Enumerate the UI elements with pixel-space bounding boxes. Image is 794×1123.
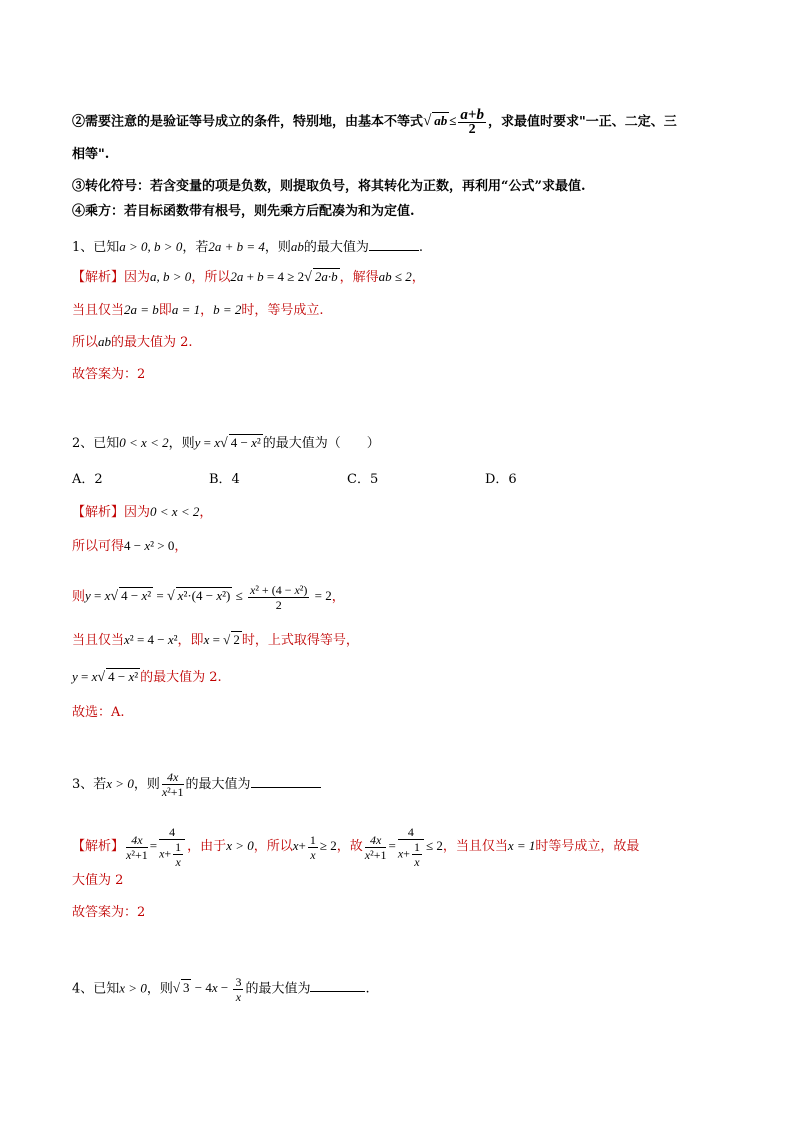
q1-sol-text: 因为 (124, 270, 151, 285)
q3-sol-eq2: $\frac{4x}{\text{x²+1}}$ = 4 x+ $\frac{1}{x}$ ≤ 2 (364, 825, 443, 869)
q1-solution-3 (72, 333, 193, 352)
q2-stem (72, 434, 380, 453)
q1-sol-cond: a, b > 0 (150, 269, 192, 284)
q1-sol3-text: 所以 (72, 335, 99, 350)
q1-stem-text-2: ，若 (182, 240, 209, 255)
q4-condition: x > 0 (119, 980, 147, 996)
note-2-line (72, 108, 677, 137)
q2-function: y = x√ 4 − x² (194, 435, 261, 451)
option-c[interactable]: C．5 (347, 472, 379, 487)
q2-sol4-text: 当且仅当 (72, 633, 125, 648)
q2-solution-3 (72, 583, 345, 612)
q2-solution-1 (72, 503, 212, 522)
q2-sol-text: 因为 (124, 505, 151, 520)
answer-blank[interactable] (251, 775, 321, 788)
q3-stem-text: 3、若 (72, 777, 107, 792)
q1-stem-text: 1、已知 (72, 240, 120, 255)
answer-blank[interactable] (310, 979, 365, 992)
note-2-suffix: ，求最值时要求"一正、二定、三 (487, 114, 677, 130)
q2-sol2-text-2: ， (174, 539, 188, 554)
q1-equation: 2a + b = 4 (208, 239, 265, 254)
q4-stem-text-3: 的最大值为 (245, 981, 311, 997)
note-2-prefix: ②需要注意的是验证等号成立的条件，特别地，由基本不等式 (72, 114, 424, 130)
solution-tag: 【解析】 (72, 838, 125, 854)
q2-sol5-text: 的最大值为 2. (140, 670, 222, 685)
q1-answer: 故答案为：2 (72, 367, 146, 382)
q2-sol4-text-3: 时，上式取得等号， (241, 633, 359, 648)
q1-sol-text-3: ，解得 (339, 270, 379, 285)
q3-sol-text-2: ，所以 (253, 838, 293, 854)
q3-stem (72, 770, 321, 799)
q3-sol-eq1: $\frac{4x}{\text{x²+1}}$ = 4 x+ $\frac{1}{x}$ (124, 838, 187, 853)
q1-solution-1 (72, 268, 425, 287)
q2-sol-text-2: ， (199, 505, 213, 520)
option-d[interactable]: D．6 (485, 472, 517, 487)
q3-sol-text: ，由于 (187, 838, 227, 854)
q2-solution-5 (72, 668, 222, 687)
solution-tag: 【解析】 (72, 270, 125, 285)
q3-sol-text-3: ，故 (336, 838, 363, 854)
q3-sol-text-5: 时等号成立，故最 (535, 838, 640, 854)
q2-stem-text-3: 的最大值为（ ） (262, 436, 380, 451)
q1-sol3-ab: ab (98, 334, 112, 349)
q3-sol-cond: x > 0 (226, 837, 254, 853)
option-a[interactable]: A．2 (72, 472, 103, 487)
q2-sol3-text: 则 (72, 589, 86, 605)
solution-tag: 【解析】 (72, 505, 125, 520)
q2-sol4-eq: x² = 4 − x² (124, 632, 178, 647)
q1-sol-text-4: ， (411, 270, 425, 285)
q3-solution-2: 大值为 2 (72, 873, 124, 888)
q3-answer: 故答案为：2 (72, 905, 146, 920)
q1-sol2-text: 当且仅当 (72, 303, 125, 318)
q1-ab: ab (290, 239, 304, 254)
q2-sol2-eq: 4 − x² > 0 (124, 538, 175, 553)
q1-sol2-a: a = 1 (171, 302, 201, 317)
note-4: ④乘方：若目标函数带有根号，则先乘方后配凑为和为定值. (72, 204, 415, 219)
q2-condition: 0 < x < 2 (119, 435, 169, 450)
q1-sol2-text-4: 时，等号成立. (241, 303, 324, 318)
q1-condition: a > 0, b > 0 (119, 239, 183, 254)
q1-stem (72, 238, 423, 257)
q1-sol2-eq: 2a = b (124, 302, 159, 317)
q3-sol-x: x = 1 (507, 837, 536, 853)
note-2-formula: √ ab ≤ $\frac{a+b}{2}$ (423, 107, 484, 137)
q2-sol4-x: x = √ 2 (203, 632, 240, 647)
q1-stem-text-4: 的最大值为 (303, 240, 369, 255)
q3-function: $\frac{4x}{\text{x²+1}}$ (161, 770, 184, 799)
q3-solution-1 (72, 825, 639, 869)
q2-sol2-text: 所以可得 (72, 539, 125, 554)
note-3: ③转化符号：若含变量的项是负数，则提取负号，将其转化为正数，再利用“公式”求最值. (72, 179, 586, 194)
q1-sol2-b: b = 2 (213, 302, 242, 317)
q2-sol3-text-2: ， (331, 589, 345, 605)
q1-stem-text-3: ，则 (264, 240, 291, 255)
q4-stem-text: 4、已知 (72, 981, 120, 997)
q1-sol3-text-2: 的最大值为 2. (111, 335, 193, 350)
q4-stem (72, 975, 370, 1004)
q1-sol2-text-2: 即 (158, 303, 172, 318)
q2-sol-cond: 0 < x < 2 (150, 504, 200, 519)
q2-solution-4 (72, 631, 359, 650)
q2-sol5-eq: y = x√ 4 − x² (72, 669, 139, 685)
q3-sol-text-4: ，当且仅当 (442, 838, 508, 854)
answer-blank[interactable] (369, 238, 419, 251)
q4-function: √ 3 − 4x − $\frac{3}{x}$ (172, 975, 242, 1004)
q1-solution-2 (72, 301, 324, 320)
q2-sol3-eq: y = x√ 4 − x² = √ x²·(4 − x²) ≤ $\frac{\text{x² + (4 − x²)}}{2}$ = 2 (85, 583, 332, 612)
q2-stem-text-2: ，则 (168, 436, 195, 451)
q3-stem-text-3: 的最大值为 (185, 777, 251, 792)
q2-stem-text: 2、已知 (72, 436, 120, 451)
q3-condition: x > 0 (106, 776, 134, 791)
q1-sol2-text-3: ， (200, 303, 214, 318)
q2-sol4-text-2: ，即 (177, 633, 204, 648)
q3-stem-text-2: ，则 (133, 777, 160, 792)
q1-sol-equation: 2a + b = 4 ≥ 2√ 2a·b (230, 269, 338, 285)
q1-sol-result: ab ≤ 2 (378, 269, 412, 284)
q4-stem-text-2: ，则 (146, 981, 173, 997)
q1-sol-text-2: ，所以 (191, 270, 231, 285)
note-2-cont: 相等". (72, 147, 110, 162)
q4-stem-end: . (365, 981, 370, 997)
q2-answer: 故选：A. (72, 705, 125, 720)
q1-stem-end: . (418, 240, 424, 255)
q2-options (72, 471, 532, 489)
q3-sol-ineq: x+ $\frac{1}{x}$ ≥ 2 (292, 832, 337, 862)
option-b[interactable]: B．4 (209, 472, 240, 487)
q2-solution-2 (72, 537, 187, 556)
